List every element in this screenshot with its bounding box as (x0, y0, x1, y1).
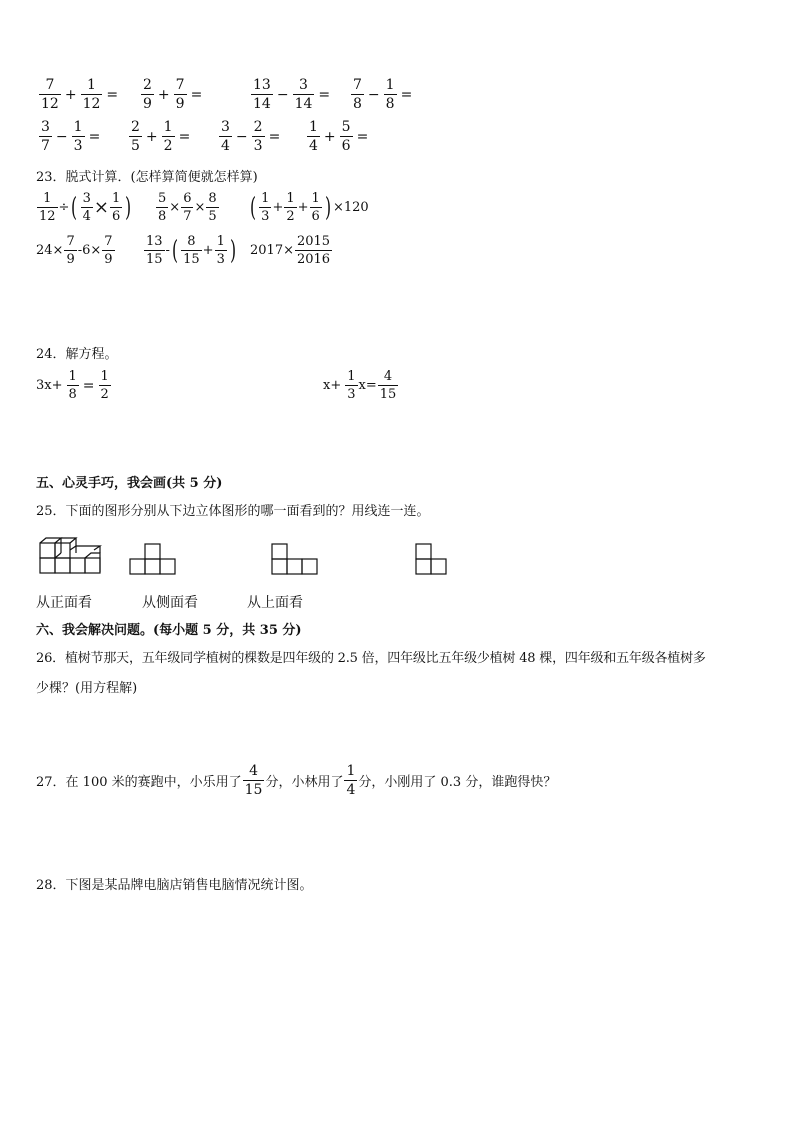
section-5-heading: 五、心灵手巧，我会画(共 5 分) (36, 476, 223, 491)
q28-text: 28．下图是某品牌电脑店销售电脑情况统计图。 (36, 878, 313, 893)
expr: $\frac{2}{9}$ + $\frac{7}{9}$ = (143, 77, 203, 112)
q23-expr-1: $\frac{1}{12}$ ÷ ( $\frac{3}{4}$ × $\frac{1}{6}$ ) (39, 191, 132, 224)
expr: $\frac{3}{7}$ − $\frac{1}{3}$ = (41, 119, 101, 154)
q22-row1 (38, 78, 415, 111)
expr: $\frac{7}{8}$ − $\frac{1}{8}$ = (353, 77, 413, 112)
q23-expr-4: 24× $\frac{7}{9}$ -6× $\frac{7}{9}$ (36, 234, 113, 267)
expr: $\frac{3}{4}$ − $\frac{2}{3}$ = (221, 119, 281, 154)
expr: $\frac{13}{14}$ − $\frac{3}{14}$ = (253, 77, 331, 112)
label-top-view: 从上面看 (247, 595, 303, 611)
section-6-heading: 六、我会解决问题。(每小题 5 分，共 35 分) (36, 623, 302, 638)
q26-line-2: 少棵？(用方程解) (36, 681, 138, 696)
q25-solid-figure (38, 534, 102, 576)
q23-expr-5: $\frac{13}{15}$ - ( $\frac{8}{15}$ + $\frac{1}{3}$ ) (146, 234, 236, 267)
q25-view-shape-1 (129, 542, 177, 576)
q22-row2 (38, 120, 371, 153)
q24-equation-2: x+ $\frac{1}{3}$ x= $\frac{4}{15}$ (323, 369, 397, 402)
q26-line-1: 26．植树节那天，五年级同学植树的棵数是四年级的 2.5 倍，四年级比五年级少植树 48 棵，四年级和五年级各植树多 (36, 651, 706, 666)
expr: $\frac{7}{12}$ + $\frac{1}{12}$ = (41, 77, 119, 112)
q24-equation-1: 3x+ $\frac{1}{8}$ = $\frac{1}{2}$ (36, 369, 109, 402)
label-side-view: 从侧面看 (142, 595, 198, 611)
label-front-view: 从正面看 (36, 595, 92, 611)
q23-title: 23．脱式计算．(怎样算简便就怎样算) (36, 170, 258, 185)
q27-text: 27．在 100 米的赛跑中，小乐用了 $\frac{4}{15}$ 分，小林用了 $\frac{1}{4}$ 分，小刚用了 0.3 分，谁跑得快？ (36, 763, 557, 798)
expr: $\frac{1}{4}$ + $\frac{5}{6}$ = (309, 119, 369, 154)
q24-title: 24．解方程。 (36, 347, 118, 362)
q23-expr-3: ( $\frac{1}{3}$ + $\frac{1}{2}$ + $\frac{1}{6}$ ) ×120 (250, 191, 369, 224)
q23-expr-6: 2017× $\frac{2015}{2016}$ (250, 234, 331, 267)
q25-view-shape-3 (415, 542, 449, 576)
q25-view-shape-2 (271, 542, 319, 576)
expr: $\frac{2}{5}$ + $\frac{1}{2}$ = (131, 119, 191, 154)
q25-text: 25．下面的图形分别从下边立体图形的哪一面看到的？用线连一连。 (36, 504, 430, 519)
q23-expr-2: $\frac{5}{8}$ × $\frac{6}{7}$ × $\frac{8}{5}$ (158, 191, 217, 224)
